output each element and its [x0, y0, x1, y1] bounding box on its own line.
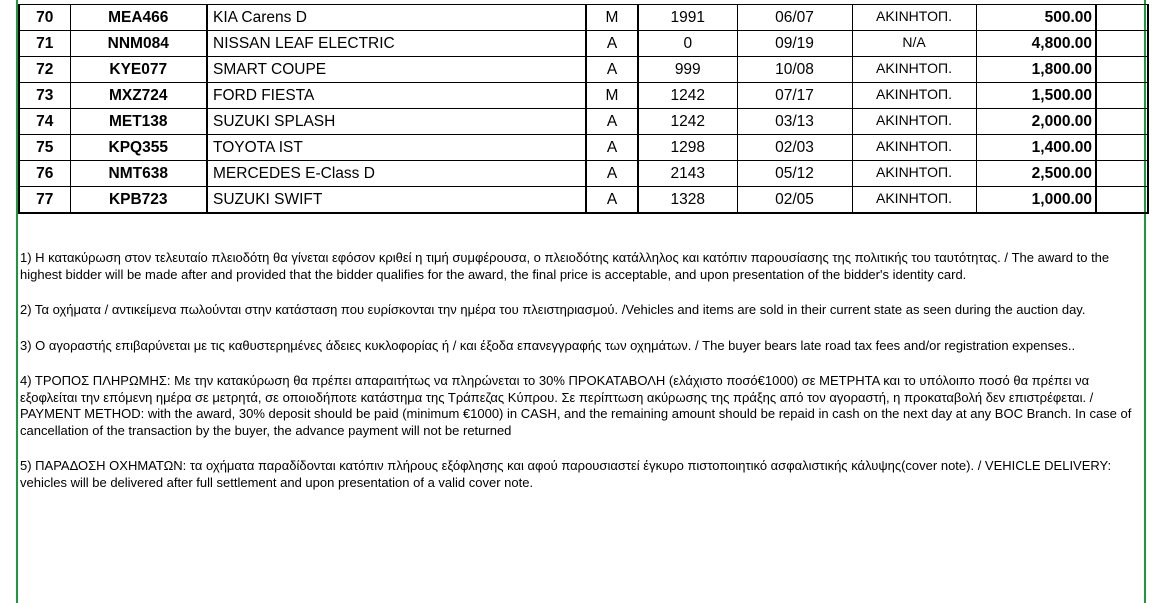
vehicle-status-cell: ΑΚΙΝΗΤΟΠ. [852, 57, 976, 83]
lot-number-cell: 77 [19, 187, 70, 214]
terms-and-conditions [20, 250, 1146, 510]
engine-cc-cell: 1328 [638, 187, 737, 214]
lot-number-cell: 75 [19, 135, 70, 161]
transmission-type-cell: A [586, 57, 638, 83]
registration-date-cell: 05/12 [737, 161, 852, 187]
reserve-price-cell: 1,400.00 [976, 135, 1096, 161]
lot-number-cell: 70 [19, 5, 70, 31]
transmission-type-cell: A [586, 31, 638, 57]
transmission-type-cell: A [586, 135, 638, 161]
transmission-type-cell: M [586, 5, 638, 31]
reserve-price-cell: 500.00 [976, 5, 1096, 31]
empty-cell [1096, 31, 1148, 57]
engine-cc-cell: 1298 [638, 135, 737, 161]
registration-plate-cell: MXZ724 [70, 83, 207, 109]
term-paragraph-3: 3) Ο αγοραστής επιβαρύνεται με τις καθυστερημένες άδειες κυκλοφορίας ή / και έξοδα επανεγγραφής των οχημάτων. / The buyer bears late road tax fees and/or registration expenses.. [20, 337, 1076, 353]
vehicle-model-cell: KIA Carens D [207, 5, 586, 31]
vehicle-model-cell: NISSAN LEAF ELECTRIC [207, 31, 586, 57]
empty-cell [1096, 135, 1148, 161]
vehicle-model-cell: SMART COUPE [207, 57, 586, 83]
engine-cc-cell: 1991 [638, 5, 737, 31]
transmission-type-cell: A [586, 109, 638, 135]
registration-date-cell: 02/05 [737, 187, 852, 214]
reserve-price-cell: 1,000.00 [976, 187, 1096, 214]
reserve-price-cell: 1,800.00 [976, 57, 1096, 83]
transmission-type-cell: M [586, 83, 638, 109]
empty-cell [1096, 161, 1148, 187]
table-row [19, 135, 1148, 161]
lot-number-cell: 72 [19, 57, 70, 83]
lot-number-cell: 76 [19, 161, 70, 187]
reserve-price-cell: 2,000.00 [976, 109, 1096, 135]
lot-number-cell: 71 [19, 31, 70, 57]
engine-cc-cell: 1242 [638, 109, 737, 135]
vehicle-model-cell: SUZUKI SWIFT [207, 187, 586, 214]
table-row [19, 5, 1148, 31]
empty-cell [1096, 187, 1148, 214]
registration-date-cell: 06/07 [737, 5, 852, 31]
registration-plate-cell: NMT638 [70, 161, 207, 187]
registration-date-cell: 07/17 [737, 83, 852, 109]
empty-cell [1096, 57, 1148, 83]
vehicle-status-cell: ΑΚΙΝΗΤΟΠ. [852, 161, 976, 187]
transmission-type-cell: A [586, 187, 638, 214]
table-row [19, 187, 1148, 214]
vehicle-model-cell: FORD FIESTA [207, 83, 586, 109]
registration-date-cell: 09/19 [737, 31, 852, 57]
registration-plate-cell: MEA466 [70, 5, 207, 31]
vehicle-status-cell: N/A [852, 31, 976, 57]
engine-cc-cell: 1242 [638, 83, 737, 109]
vehicle-model-cell: TOYOTA IST [207, 135, 586, 161]
reserve-price-cell: 2,500.00 [976, 161, 1096, 187]
vehicle-status-cell: ΑΚΙΝΗΤΟΠ. [852, 109, 976, 135]
table-row [19, 109, 1148, 135]
vehicle-auction-table [18, 4, 1149, 214]
reserve-price-cell: 4,800.00 [976, 31, 1096, 57]
table-row [19, 57, 1148, 83]
table-row [19, 161, 1148, 187]
registration-date-cell: 02/03 [737, 135, 852, 161]
registration-plate-cell: NNM084 [70, 31, 207, 57]
lot-number-cell: 74 [19, 109, 70, 135]
lot-number-cell: 73 [19, 83, 70, 109]
term-paragraph-4: 4) ΤΡΟΠΟΣ ΠΛΗΡΩΜΗΣ: Με την κατακύρωση θα πρέπει απαραιτήτως να πληρώνεται το 30% ΠΡΟΚΑΤΑΒΟΛΗ (ελάχιστο ποσό€1000) σε ΜΕΤΡΗΤΑ και το υπόλοιπο ποσό θα πρέπει να εξοφλείται την επόμενη ημέρα σε μετρητά, σε οποιοδήποτε κατάστημα της Τράπεζας Κύπρου. Σε περίπτωση ακύρωσης της πράξης από τον αγοραστή, η προκαταβολή δεν επιστρέφεται. / PAYMENT METHOD: with the award, 30% deposit should be paid (minimum €1000) in CASH, and the remaining amount should be repaid in cash on the next day at any BOC Branch. In case of cancellation of the transaction by the buyer, the advance payment will not be returned [20, 373, 1132, 438]
term-paragraph-5: 5) ΠΑΡΑΔΟΣΗ ΟΧΗΜΑΤΩΝ: τα οχήματα παραδίδονται κατόπιν πλήρους εξόφλησης και αφού παρουσιαστεί έγκυρο πιστοποιητικό ασφαλιστικής κάλυψης(cover note). / VEHICLE DELIVERY: vehicles will be delivered after full settlement and upon presentation of a valid cover note. [20, 458, 1112, 490]
table-row [19, 31, 1148, 57]
registration-plate-cell: KYE077 [70, 57, 207, 83]
transmission-type-cell: A [586, 161, 638, 187]
vehicle-model-cell: SUZUKI SPLASH [207, 109, 586, 135]
registration-plate-cell: MET138 [70, 109, 207, 135]
empty-cell [1096, 5, 1148, 31]
vehicle-status-cell: ΑΚΙΝΗΤΟΠ. [852, 83, 976, 109]
engine-cc-cell: 999 [638, 57, 737, 83]
term-paragraph-1: 1) Η κατακύρωση στον τελευταίο πλειοδότη θα γίνεται εφόσον κριθεί η τιμή συμφέρουσα, ο πλειοδότης κατάλληλος και κατόπιν παρουσίασης της πολιτικής του ταυτότητας. / The award to the highest bidder will be made after and provided that the bidder qualifies for the award, the final price is acceptable, and upon presentation of the bidder's identity card. [20, 250, 1110, 282]
reserve-price-cell: 1,500.00 [976, 83, 1096, 109]
registration-plate-cell: KPQ355 [70, 135, 207, 161]
vehicle-status-cell: ΑΚΙΝΗΤΟΠ. [852, 187, 976, 214]
table-row [19, 83, 1148, 109]
vehicle-status-cell: ΑΚΙΝΗΤΟΠ. [852, 135, 976, 161]
engine-cc-cell: 0 [638, 31, 737, 57]
empty-cell [1096, 83, 1148, 109]
term-paragraph-2: 2) Τα οχήματα / αντικείμενα πωλούνται στην κατάσταση που ευρίσκονται την ημέρα του πλειστηριασμού. /Vehicles and items are sold in their current state as seen during the auction day. [20, 302, 1086, 317]
empty-cell [1096, 109, 1148, 135]
registration-date-cell: 03/13 [737, 109, 852, 135]
registration-date-cell: 10/08 [737, 57, 852, 83]
registration-plate-cell: KPB723 [70, 187, 207, 214]
engine-cc-cell: 2143 [638, 161, 737, 187]
vehicle-status-cell: ΑΚΙΝΗΤΟΠ. [852, 5, 976, 31]
vehicle-model-cell: MERCEDES E-Class D [207, 161, 586, 187]
